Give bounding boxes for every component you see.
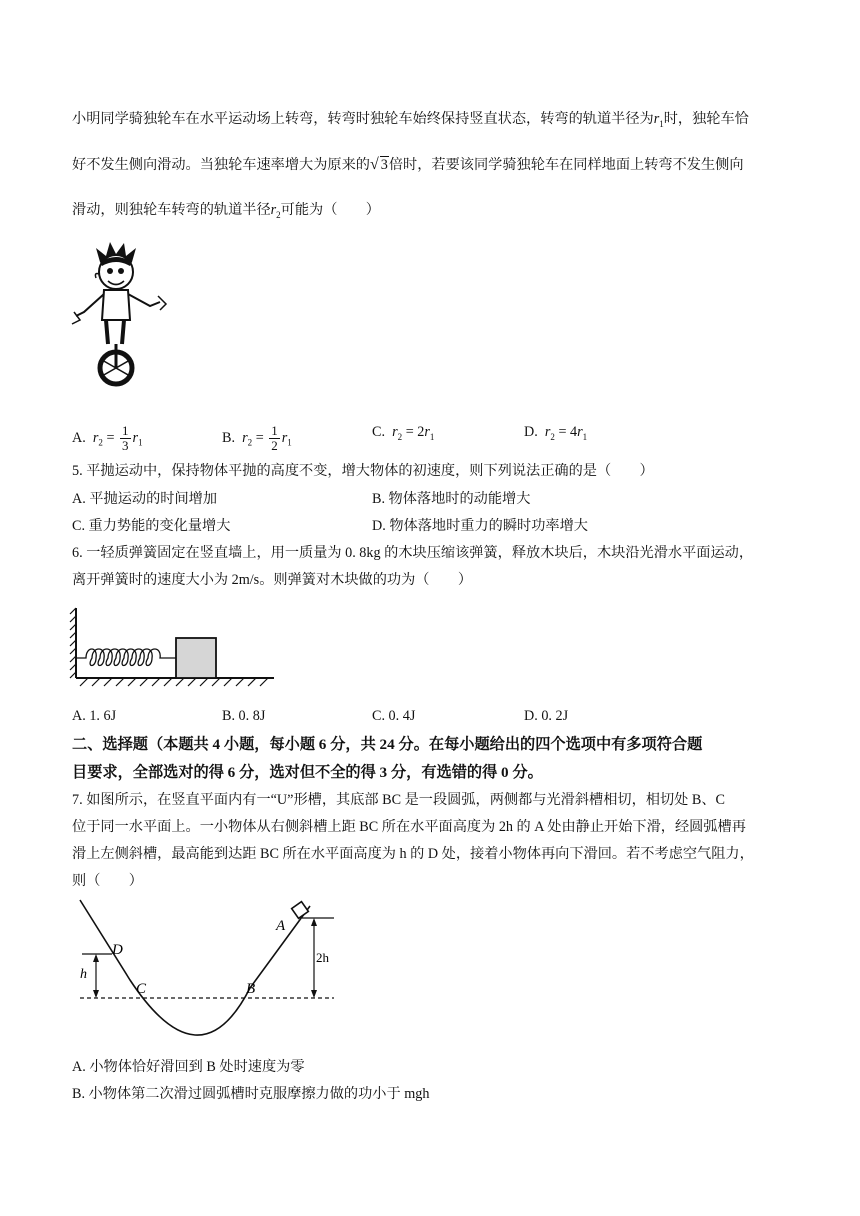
q6-stem-line-2: 离开弹簧时的速度大小为 2m/s。则弹簧对木块做的功为（ ） [72,572,473,588]
label-d: D [112,942,123,958]
q4-stem-line-2: 好不发生侧向滑动。当独轮车速率增大为原来的√ 3倍时，若要该同学骑独轮车在同样地面上转弯不发生侧向 [72,156,744,173]
q7-stem-line-1: 7. 如图所示，在竖直平面内有一“U”形槽，其底部 BC 是一段圆弧，两侧都与光滑斜槽相切，相切处 B、C [72,792,726,808]
q6-option-c[interactable]: C. 0. 4J [372,708,416,724]
q6-option-b[interactable]: B. 0. 8J [222,708,266,724]
q7-stem-line-2: 位于同一水平面上。一小物体从右侧斜槽上距 BC 所在水平面高度为 2h 的 A 处由静止开始下滑，经圆弧槽再 [72,819,746,835]
u-groove-figure [72,896,342,1040]
q5-option-b[interactable]: B. 物体落地时的动能增大 [372,491,531,507]
unicycle-boy-figure [70,240,180,400]
q4-option-c[interactable]: C. $r_2 = 2r_1$ [372,424,435,442]
label-a: A [276,918,286,934]
label-2h: 2h [316,950,329,965]
label-c: C [136,981,147,997]
q4-stem-line-1: 小明同学骑独轮车在水平运动场上转弯，转弯时独轮车始终保持竖直状态，转弯的轨道半径为$r_1$时，独轮车恰 [72,111,749,129]
label-b: B [246,981,256,997]
q7-option-a[interactable]: A. 小物体恰好滑回到 B 处时速度为零 [72,1059,305,1075]
section-2-heading-line-2: 目要求，全部选对的得 6 分，选对但不全的得 3 分，有选错的得 0 分。 [72,764,543,781]
q4-option-d[interactable]: D. $r_2 = 4r_1$ [524,424,588,442]
q6-stem-line-1: 6. 一轻质弹簧固定在竖直墙上，用一质量为 0. 8kg 的木块压缩该弹簧，释放木块后，木块沿光滑水平面运动， [72,545,754,561]
spring-block-figure [70,606,280,690]
label-h: h [80,967,87,982]
q6-option-d[interactable]: D. 0. 2J [524,708,569,724]
q5-option-d[interactable]: D. 物体落地时重力的瞬时功率增大 [372,518,588,534]
q6-option-a[interactable]: A. 1. 6J [72,708,117,724]
section-2-heading-line-1: 二、选择题（本题共 4 小题，每小题 6 分，共 24 分。在每小题给出的四个选项中有多项符合题 [72,736,703,753]
q7-stem-line-4: 则（ ） [72,873,143,889]
q4-option-b[interactable]: B. $r_2$ = $\frac{1}{2}$ $r_1$ [222,423,292,453]
q7-stem-line-3: 滑上左侧斜槽，最高能到达距 BC 所在水平面高度为 h 的 D 处，接着小物体再向下滑回。若不考虑空气阻力， [72,846,754,862]
q5-stem: 5. 平抛运动中，保持物体平抛的高度不变，增大物体的初速度，则下列说法正确的是（ ） [72,463,654,479]
q4-stem-line-3: 滑动，则独轮车转弯的轨道半径$r_2$可能为（ ） [72,202,380,220]
q4-option-a[interactable]: A. $r_2$ = $\frac{1}{3}$ $r_1$ [72,423,143,453]
q7-option-b[interactable]: B. 小物体第二次滑过圆弧槽时克服摩擦力做的功小于 mgh [72,1086,430,1102]
q5-option-c[interactable]: C. 重力势能的变化量增大 [72,518,231,534]
q5-option-a[interactable]: A. 平抛运动的时间增加 [72,491,218,507]
